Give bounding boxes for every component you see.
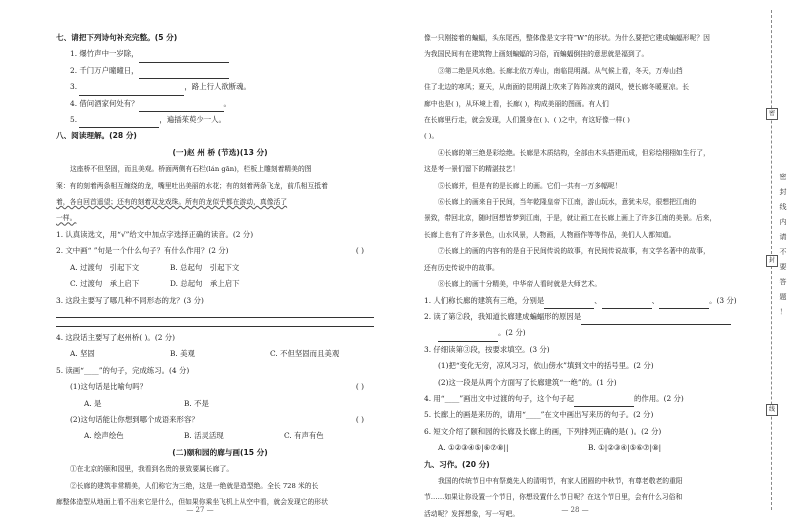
binding-margin — [750, 0, 800, 522]
r-question-3: 3. 仔细读第③段，按要求填空。(3 分) — [424, 344, 550, 354]
option-b[interactable]: B. 美观 — [170, 349, 195, 359]
q2-options — [56, 276, 384, 292]
passage2-line: 景致，带回北京，随时回想皆梦到江南，于是，就让画工在长廊上画上了许多江南的美景。后来， — [424, 214, 717, 223]
passage2-line: 廊中也是( )，从环境上看，长廊( )，构成美丽的图画。有人们 — [424, 99, 609, 108]
answer-blank[interactable] — [581, 315, 731, 325]
question-1: 1. 认真读选文，用“√”给文中加点字选择正确的读音。(2 分) — [56, 229, 254, 239]
option-c[interactable]: C. 过渡句 承上启下 — [70, 279, 140, 289]
q5b-options — [56, 428, 384, 444]
answer-line[interactable] — [56, 318, 374, 327]
answer-blank[interactable] — [139, 53, 229, 63]
option-b[interactable]: B. 不是 — [184, 398, 209, 408]
answer-blank[interactable] — [602, 299, 652, 309]
question-4: 4. 这段话主要写了赵州桥( )。(2 分) — [56, 332, 176, 342]
page-number: — 27 — — [186, 506, 214, 514]
option-c[interactable]: C. 有声有色 — [284, 431, 324, 441]
passage2-line: ⑧长廊上的画十分精美，中华帝人看时就是大师艺术。 — [438, 280, 602, 289]
option-b[interactable]: B. ①|②③④|⑤⑥⑦|⑧| — [588, 443, 662, 453]
answer-blank[interactable] — [139, 69, 229, 79]
passage2-line: ( )。 — [424, 132, 439, 141]
q9-line: 节……如果让你设置一个节日，你想设置什么节日呢？在这个节日里，会有什么习俗和 — [424, 493, 683, 502]
question-2: 2. 文中画“ ”句是一个什么句子？有什么作用？(2 分) ( ) — [56, 243, 384, 259]
passage2-line: ③第二绝是风水绝。长廊北依万寿山，南临昆明湖。从气候上看，冬天，万寿山挡 — [438, 66, 683, 75]
option-b[interactable]: B. 总起句 引起下文 — [170, 262, 240, 272]
q7-item-5: 5. ，遍插茱萸少一人。 — [56, 112, 384, 128]
passage2-line: ⑦长廊上的画的内容有的是自于民间传说的故事，有民间传说故事，有文学名著中的故事， — [438, 247, 710, 256]
passage2-line: 像一只刚接着的蝙蝠，头东尾西，整体像是文字符“W”的形状。为什么要把它建成蝙蝠形呢？因 — [424, 34, 710, 42]
q7-item-1: 1. 爆竹声中一岁除， — [56, 46, 384, 62]
q9-title: 九、习作。(20 分) — [424, 459, 490, 469]
passage1-line: 一样。 — [56, 214, 77, 223]
question-5a: (1)这句话是比喻句吗？ ( ) — [56, 379, 384, 395]
passage2-line: ⑤长廊并，但是有的是长廊上的画。它们一共有一万多幅呢！ — [438, 181, 622, 190]
q9-line: 我国的传统节日中有祭奠先人的清明节，有家人团圆的中秋节，有尊老敬老的重阳 — [438, 476, 683, 485]
seal-label: 密 — [766, 108, 778, 120]
option-c[interactable]: C. 不但坚固而且美观 — [270, 349, 340, 359]
answer-line[interactable] — [56, 309, 374, 318]
q7-item-4: 4. 借问酒家何处有？ 。 — [56, 96, 384, 112]
question-5b: (2)这句话能让你想到哪个成语来形容？ ( ) — [56, 412, 384, 428]
q2-options — [56, 260, 384, 276]
answer-blank[interactable] — [544, 299, 594, 309]
passage2-line: 长廊上也有了许多景色，山水风景，人物画，人物画作等等作品，美们人人都知道。 — [424, 230, 676, 239]
q7-item-2: 2. 千门万户曈曈日， — [56, 63, 384, 79]
seal-notice: 密 封 线 内 请 不 要 答 题 ！ — [779, 173, 787, 316]
option-a[interactable]: A. ①②③④⑤|⑥⑦⑧|| — [438, 443, 509, 453]
option-a[interactable]: A. 过渡句 引起下文 — [70, 262, 140, 272]
passage1-line: 这座桥不但坚固，而且美观。桥面两侧有石栏(lán gān)，栏板上雕刻着精美的图 — [70, 165, 312, 174]
passage2-line: ①在北京的颐和园里，我看到名贵的景致要属长廊了。 — [70, 465, 234, 474]
q7-item-3: 3. ，路上行人欲断魂。 — [56, 79, 384, 95]
r-question-2: 2. 读了第②段，我知道长廊建成蝙蝠形的原因是 — [424, 309, 746, 325]
option-d[interactable]: D. 总起句 承上启下 — [170, 279, 240, 289]
passage2-title: (二)颐和园的廊与画(15 分) — [172, 447, 268, 457]
r-question-5: 5. 长廊上的画是来历的，请用“____”在文中画出写来历的句子。(2 分) — [424, 410, 654, 420]
answer-blank[interactable] — [659, 299, 709, 309]
q7-title: 七、请把下列诗句补充完整。(5 分) — [56, 33, 178, 42]
passage2-line: ⑥长廊上的画来自于民间，当年乾隆皇帝下江南，游山玩水，意犹未尽，很想把江南的 — [438, 198, 697, 207]
q8-title: 八、阅读理解。(28 分) — [56, 131, 137, 141]
answer-blank[interactable] — [438, 332, 498, 342]
passage2-line: ④长廊的第三绝是彩绘绝。长廊是木质结构，全部由木头搭建而成，但彩绘栩栩如生行了， — [438, 148, 710, 157]
seal-label: 线 — [766, 404, 778, 416]
option-a[interactable]: A. 是 — [84, 398, 102, 408]
r-question-6: 6. 短文介绍了颐和园的长廊及长廊上的画，下列排列正确的是( )。(2 分) — [424, 426, 662, 436]
passage2-line: 在长廊里行走，就会发现，人们置身在( )、( )之中，有这好像一样( ) — [424, 116, 630, 125]
option-a[interactable]: A. 绘声绘色 — [84, 431, 124, 441]
seal-label: 封 — [766, 255, 778, 267]
answer-blank[interactable] — [574, 397, 634, 407]
r-question-3a: (1)把“变化无穷，凉风习习，依山傍水”填到文中的括号里。(2 分) — [438, 361, 654, 371]
q9-line: 活动呢？发挥想象，写一写吧。 — [424, 509, 520, 518]
question-3: 3. 这段主要写了哪几种不同形态的龙？(3 分) — [56, 295, 204, 305]
r-q6-options — [424, 440, 746, 456]
passage1-line: 着，各自回首遥望；还有的刻着双龙戏珠。所有的龙似乎都在游动，真像活了 — [56, 198, 288, 207]
option-a[interactable]: A. 坚固 — [70, 349, 95, 359]
answer-blank[interactable] — [139, 102, 224, 112]
q5a-options — [56, 396, 384, 412]
r-question-4: 4. 用“____”画出文中过渡的句子，这个句子起 的作用。(2 分) — [424, 391, 746, 407]
passage2-line: ②长廊的建筑非常精美，人们称它为三绝，这是一绝就是造型绝。全长 728 米的长 — [70, 481, 319, 490]
passage2-line: 这是考一景们留下的精湛技艺！ — [424, 165, 520, 174]
answer-paren[interactable]: ( ) — [355, 246, 364, 256]
right-page — [400, 0, 750, 522]
option-b[interactable]: B. 活灵活现 — [184, 431, 224, 441]
r-question-2-cont: 。(2 分) — [424, 325, 746, 341]
passage1-title: (一)赵 州 桥 (节选)(13 分) — [172, 147, 268, 157]
question-5: 5. 读画“____”的句子，完成练习。(4 分) — [56, 365, 190, 375]
passage2-line: 廊整体造型从地面上看不出来它是什么，但如果你乘坐飞机上从空中看，就会发现它的形状 — [56, 497, 328, 506]
answer-paren[interactable]: ( ) — [355, 414, 364, 424]
answer-blank[interactable] — [79, 118, 159, 128]
page-number: — 28 — — [561, 506, 589, 514]
r-question-1: 1. 人们称长廊的建筑有三绝，分别是 、 、 。(3 分) — [424, 293, 746, 309]
passage2-line: 为我国民间有在建筑物上画刻蝙蝠的习俗，而蝙蝠倒挂的意思就是福到了。 — [424, 50, 649, 59]
q4-options — [56, 346, 384, 362]
passage2-line: 还有历史传说中的故事。 — [424, 263, 499, 272]
passage2-line: 住了北边的寒风；夏天，从南面的昆明湖上吹来了阵阵凉爽的湖风，使长廊冬暖夏凉。长 — [424, 83, 690, 92]
answer-paren[interactable]: ( ) — [355, 382, 364, 392]
answer-blank[interactable] — [79, 86, 184, 96]
passage1-line: 案：有的刻着两条相互缠绕的龙，嘴里吐出美丽的水花；有的刻着两条飞龙，前爪相互抵着 — [56, 181, 328, 190]
r-question-3b: (2)这一段是从两个方面写了长廊建筑“一绝”的。(1 分) — [438, 377, 617, 387]
